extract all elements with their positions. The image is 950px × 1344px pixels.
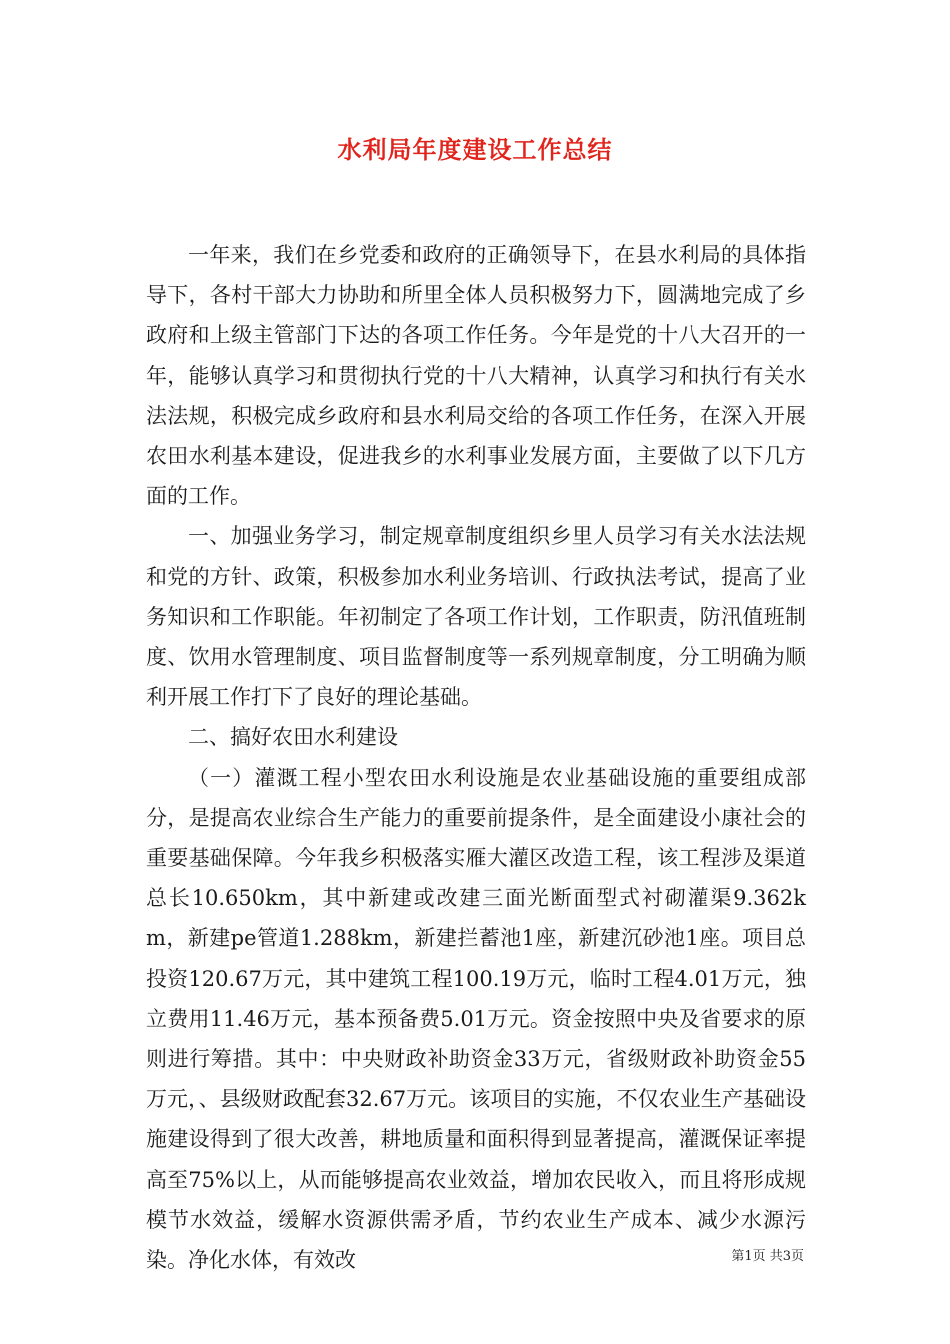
paragraph-intro: 一年来，我们在乡党委和政府的正确领导下，在县水利局的具体指导下，各村干部大力协助和所里全体人员积极努力下，圆满地完成了乡政府和上级主管部门下达的各项工作任务。今年是党的十八大召开的一年，能够认真学习和贯彻执行党的十八大精神，认真学习和执行有关水法法规，积极完成乡政府和县水利局交给的各项工作任务，在深入开展农田水利基本建设，促进我乡的水利事业发展方面，主要做了以下几方面的工作。 xyxy=(146,243,806,509)
page-number: 第1页 共3页 xyxy=(731,1249,804,1264)
paragraph-section-one: 一、加强业务学习，制定规章制度组织乡里人员学习有关水法法规和党的方针、政策，积极参加水利业务培训、行政执法考试，提高了业务知识和工作职能。年初制定了各项工作计划，工作职责，防汛值班制度、饮用水管理制度、项目监督制度等一系列规章制度，分工明确为顺利开展工作打下了良好的理论基础。 xyxy=(146,524,806,710)
document-title: 水利局年度建设工作总结 xyxy=(337,136,613,164)
paragraph-irrigation: （一）灌溉工程小型农田水利设施是农业基础设施的重要组成部分，是提高农业综合生产能力的重要前提条件，是全面建设小康社会的重要基础保障。今年我乡积极落实雁大灌区改造工程，该工程涉及渠道总长10.650km，其中新建或改建三面光断面型式衬砌灌渠9.362km，新建pe管道1.288km，新建拦蓄池1座，新建沉砂池1座。项目总投资120.67万元，其中建筑工程100.19万元，临时工程4.01万元，独立费用11.46万元，基本预备费5.01万元。资金按照中央及省要求的原则进行筹措。其中：中央财政补助资金33万元，省级财政补助资金55万元，、县级财政配套32.67万元。该项目的实施，不仅农业生产基础设施建设得到了很大改善，耕地质量和面积得到显著提高，灌溉保证率提高至75%以上，从而能够提高农业效益，增加农民收入，而且将形成规模节水效益，缓解水资源供需矛盾，节约农业生产成本、减少水源污染。净化水体，有效改 xyxy=(146,765,806,1273)
document-body xyxy=(146,235,806,1280)
section-heading-two: 二、搞好农田水利建设 xyxy=(188,725,398,750)
